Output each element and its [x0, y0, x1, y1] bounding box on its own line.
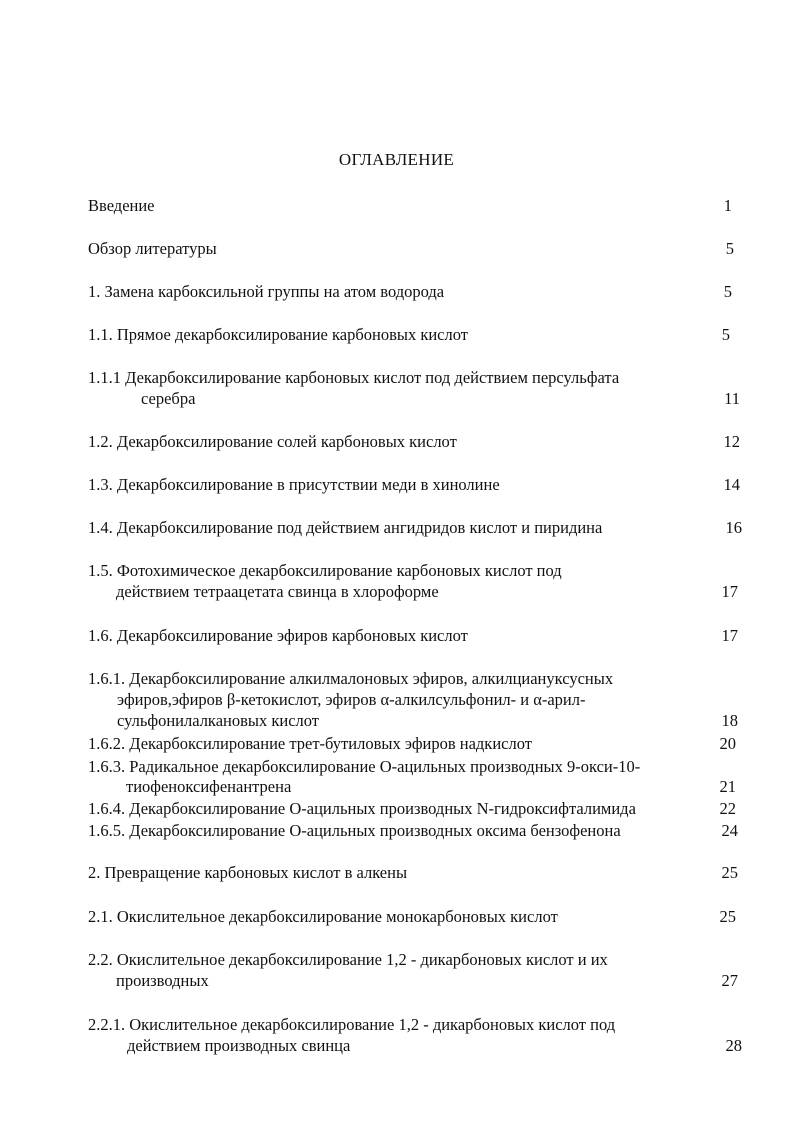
toc-entry-text-continuation: тиофеноксифенантрена [126, 777, 292, 796]
toc-entry-text: 1.4. Декарбоксилирование под действием ангидридов кислот и пиридина [88, 518, 603, 537]
toc-entry-text: 2.2.1. Окислительное декарбоксилирование 1,2 - дикарбоновых кислот под [88, 1015, 616, 1034]
toc-page-number: 14 [723, 475, 740, 494]
toc-page-number: 12 [723, 432, 740, 451]
toc-page-number: 5 [723, 282, 732, 301]
toc-page-number: 5 [721, 325, 730, 344]
toc-entry-text: 1.6.1. Декарбоксилирование алкилмалоновых эфиров, алкилциануксусных [88, 669, 614, 688]
toc-page-number: 25 [719, 907, 736, 926]
toc-page-number: 20 [719, 734, 736, 753]
toc-entry-text: 1.1. Прямое декарбоксилирование карбоновых кислот [88, 325, 468, 344]
toc-entry-text-continuation: сульфонилалкановых кислот [117, 711, 319, 730]
toc-page-number: 17 [721, 582, 738, 601]
toc-page-number: 5 [725, 239, 734, 258]
toc-page-number: 24 [721, 821, 738, 840]
toc-entry-text: 1.6.4. Декарбоксилирование О-ацильных производных N-гидроксифталимида [88, 799, 636, 818]
page-title: ОГЛАВЛЕНИЕ [338, 150, 455, 169]
toc-entry-text-continuation: эфиров,эфиров β-кетокислот, эфиров α-алкилсульфонил- и α-арил- [117, 690, 586, 709]
toc-page-number: 22 [719, 799, 736, 818]
toc-page-number: 27 [721, 971, 738, 990]
toc-entry-text-continuation: серебра [141, 389, 196, 408]
toc-page-number: 11 [724, 389, 740, 408]
toc-page-number: 18 [721, 711, 738, 730]
toc-page-number: 28 [725, 1036, 742, 1055]
toc-page-number: 16 [725, 518, 742, 537]
toc-entry-text: 1.5. Фотохимическое декарбоксилирование карбоновых кислот под [88, 561, 562, 580]
toc-entry-text-continuation: действием производных свинца [127, 1036, 351, 1055]
toc-entry-text: 2.1. Окислительное декарбоксилирование монокарбоновых кислот [88, 907, 558, 926]
toc-page-number: 1 [723, 196, 732, 215]
toc-entry-text: 2.2. Окислительное декарбоксилирование 1,2 - дикарбоновых кислот и их [88, 950, 608, 969]
toc-entry-text: 1.6.5. Декарбоксилирование О-ацильных производных оксима бензофенона [88, 821, 621, 840]
toc-entry-text: 1.3. Декарбоксилирование в присутствии меди в хинолине [88, 475, 500, 494]
toc-entry-text: Обзор литературы [88, 239, 217, 258]
toc-entry-text-continuation: действием тетраацетата свинца в хлороформе [116, 582, 439, 601]
toc-entry-text: Введение [88, 196, 155, 215]
toc-page-number: 25 [721, 863, 738, 882]
toc-entry-text: 1.2. Декарбоксилирование солей карбоновых кислот [88, 432, 457, 451]
toc-entry-text: 1.6.2. Декарбоксилирование трет-бутиловых эфиров надкислот [88, 734, 532, 753]
toc-entry-text: 1. Замена карбоксильной группы на атом водорода [88, 282, 445, 301]
toc-page-number: 21 [719, 777, 736, 796]
toc-page-number: 17 [721, 626, 738, 645]
toc-entry-text: 1.6. Декарбоксилирование эфиров карбоновых кислот [88, 626, 468, 645]
toc-entry-text-continuation: производных [116, 971, 209, 990]
toc-entry-text: 2. Превращение карбоновых кислот в алкены [88, 863, 408, 882]
toc-entry-text: 1.1.1 Декарбоксилирование карбоновых кислот под действием персульфата [88, 368, 620, 387]
toc-entry-text: 1.6.3. Радикальное декарбоксилирование О-ацильных производных 9-окси-10- [88, 757, 641, 776]
